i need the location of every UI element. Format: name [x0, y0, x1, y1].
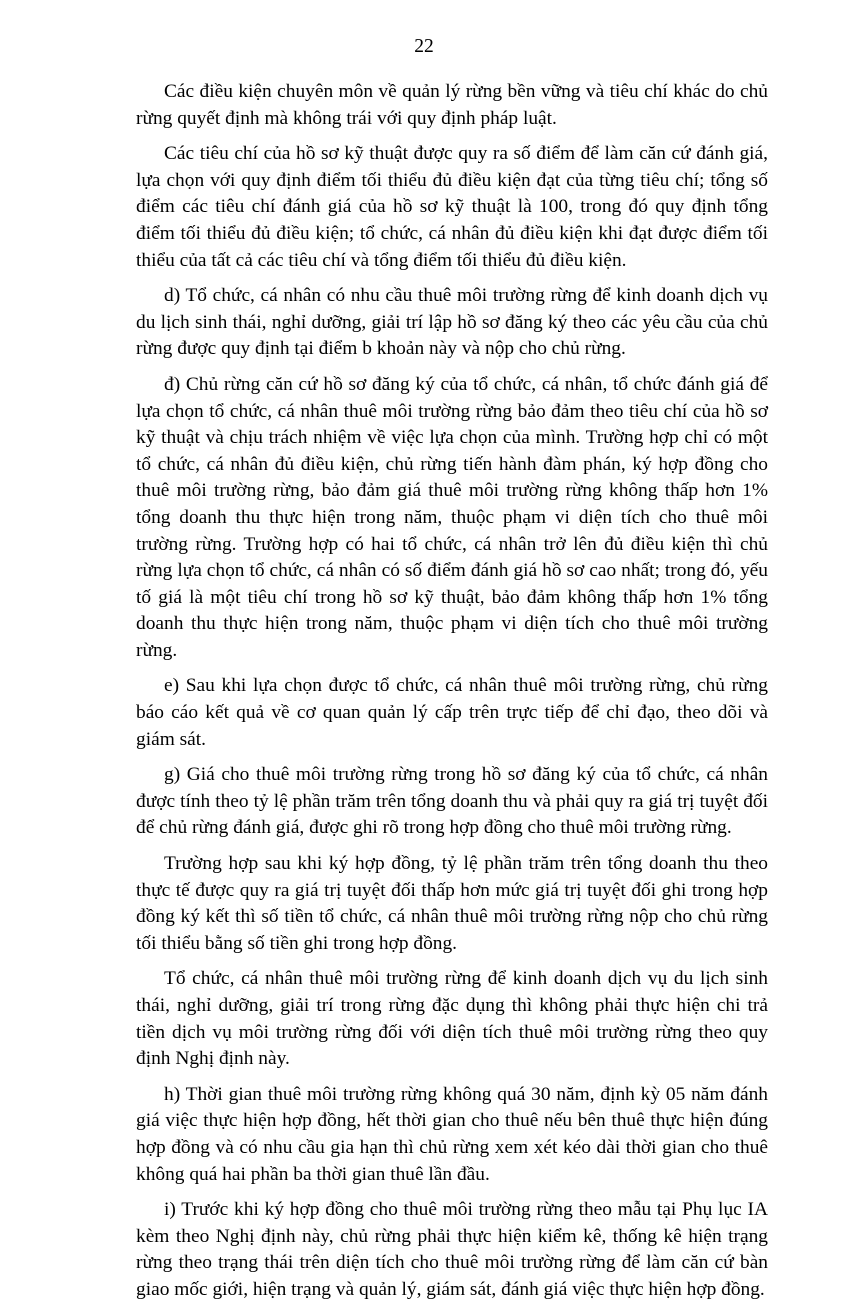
- page-number: 22: [414, 36, 434, 57]
- paragraph-h-rental-duration: h) Thời gian thuê môi trường rừng không quá 30 năm, định kỳ 05 năm đánh giá việc thực hiện hợp đồng, hết thời gian cho thuê nếu bên thuê thực hiện đúng hợp đồng và có nhu cầu gia hạn thì chủ rừng xem xét kéo dài thời gian cho thuê không quá hai phần ba thời gian thuê lần đầu.: [136, 1083, 768, 1185]
- paragraph-g-rental-price: g) Giá cho thuê môi trường rừng trong hồ sơ đăng ký của tổ chức, cá nhân được tính theo tỷ lệ phần trăm trên tổng doanh thu và phải quy ra giá trị tuyệt đối để chủ rừng đánh giá, được ghi rõ trong hợp đồng cho thuê môi trường rừng.: [136, 764, 768, 839]
- paragraph-e-reporting: e) Sau khi lựa chọn được tổ chức, cá nhân thuê môi trường rừng, chủ rừng báo cáo kết quả về cơ quan quản lý cấp trên trực tiếp để chỉ đạo, theo dõi và giám sát.: [136, 675, 768, 750]
- document-body: [136, 79, 768, 1313]
- paragraph-professional-conditions: Các điều kiện chuyên môn về quản lý rừng bền vững và tiêu chí khác do chủ rừng quyết định mà không trái với quy định pháp luật.: [136, 81, 768, 129]
- paragraph-minimum-payment: Trường hợp sau khi ký hợp đồng, tỷ lệ phần trăm trên tổng doanh thu theo thực tế được quy ra giá trị tuyệt đối thấp hơn mức giá trị tuyệt đối ghi trong hợp đồng ký kết thì số tiền tổ chức, cá nhân thuê môi trường rừng nộp cho chủ rừng tối thiểu bằng số tiền ghi trong hợp đồng.: [136, 853, 768, 954]
- paragraph-d-registration: d) Tổ chức, cá nhân có nhu cầu thuê môi trường rừng để kinh doanh dịch vụ du lịch sinh thái, nghỉ dưỡng, giải trí lập hồ sơ đăng ký theo các yêu cầu của chủ rừng được quy định tại điểm b khoản này và nộp cho chủ rừng.: [136, 285, 768, 360]
- paragraph-dd-selection: đ) Chủ rừng căn cứ hồ sơ đăng ký của tổ chức, cá nhân, tổ chức đánh giá để lựa chọn tổ chức, cá nhân thuê môi trường rừng bảo đảm theo tiêu chí của hồ sơ kỹ thuật và chịu trách nhiệm về việc lựa chọn của mình. Trường hợp chỉ có một tổ chức, cá nhân đủ điều kiện, chủ rừng tiến hành đàm phán, ký hợp đồng cho thuê môi trường rừng, bảo đảm giá thuê môi trường rừng không thấp hơn 1% tổng doanh thu thực hiện trong năm, thuộc phạm vi diện tích cho thuê môi trường rừng. Trường hợp có hai tổ chức, cá nhân trở lên đủ điều kiện thì chủ rừng lựa chọn tổ chức, cá nhân có số điểm đánh giá hồ sơ cao nhất; trong đó, yếu tố giá là một tiêu chí trong hồ sơ kỹ thuật, bảo đảm không thấp hơn 1% tổng doanh thu thực hiện trong năm, thuộc phạm vi diện tích cho thuê môi trường rừng.: [136, 373, 768, 661]
- paragraph-technical-criteria-scoring: Các tiêu chí của hồ sơ kỹ thuật được quy ra số điểm để làm căn cứ đánh giá, lựa chọn với quy định điểm tối thiểu đủ điều kiện đạt của từng tiêu chí; tổng số điểm các tiêu chí đánh giá của hồ sơ kỹ thuật là 100, trong đó quy định tổng điểm tối thiểu đủ điều kiện; tổ chức, cá nhân đủ điều kiện khi đạt được điểm tối thiểu của tất cả các tiêu chí và tổng điểm tối thiểu đủ điều kiện.: [136, 143, 768, 271]
- paragraph-special-use-forest: Tổ chức, cá nhân thuê môi trường rừng để kinh doanh dịch vụ du lịch sinh thái, nghỉ dưỡng, giải trí trong rừng đặc dụng thì không phải thực hiện chi trả tiền dịch vụ môi trường rừng đối với diện tích thuê môi trường rừng theo quy định Nghị định này.: [136, 968, 768, 1070]
- paragraph-i-inventory: i) Trước khi ký hợp đồng cho thuê môi trường rừng theo mẫu tại Phụ lục IA kèm theo Nghị định này, chủ rừng phải thực hiện kiểm kê, thống kê hiện trạng rừng theo trạng thái trên diện tích cho thuê môi trường rừng để làm căn cứ bàn giao mốc giới, hiện trạng và quản lý, giám sát, đánh giá việc thực hiện hợp đồng.: [136, 1199, 768, 1300]
